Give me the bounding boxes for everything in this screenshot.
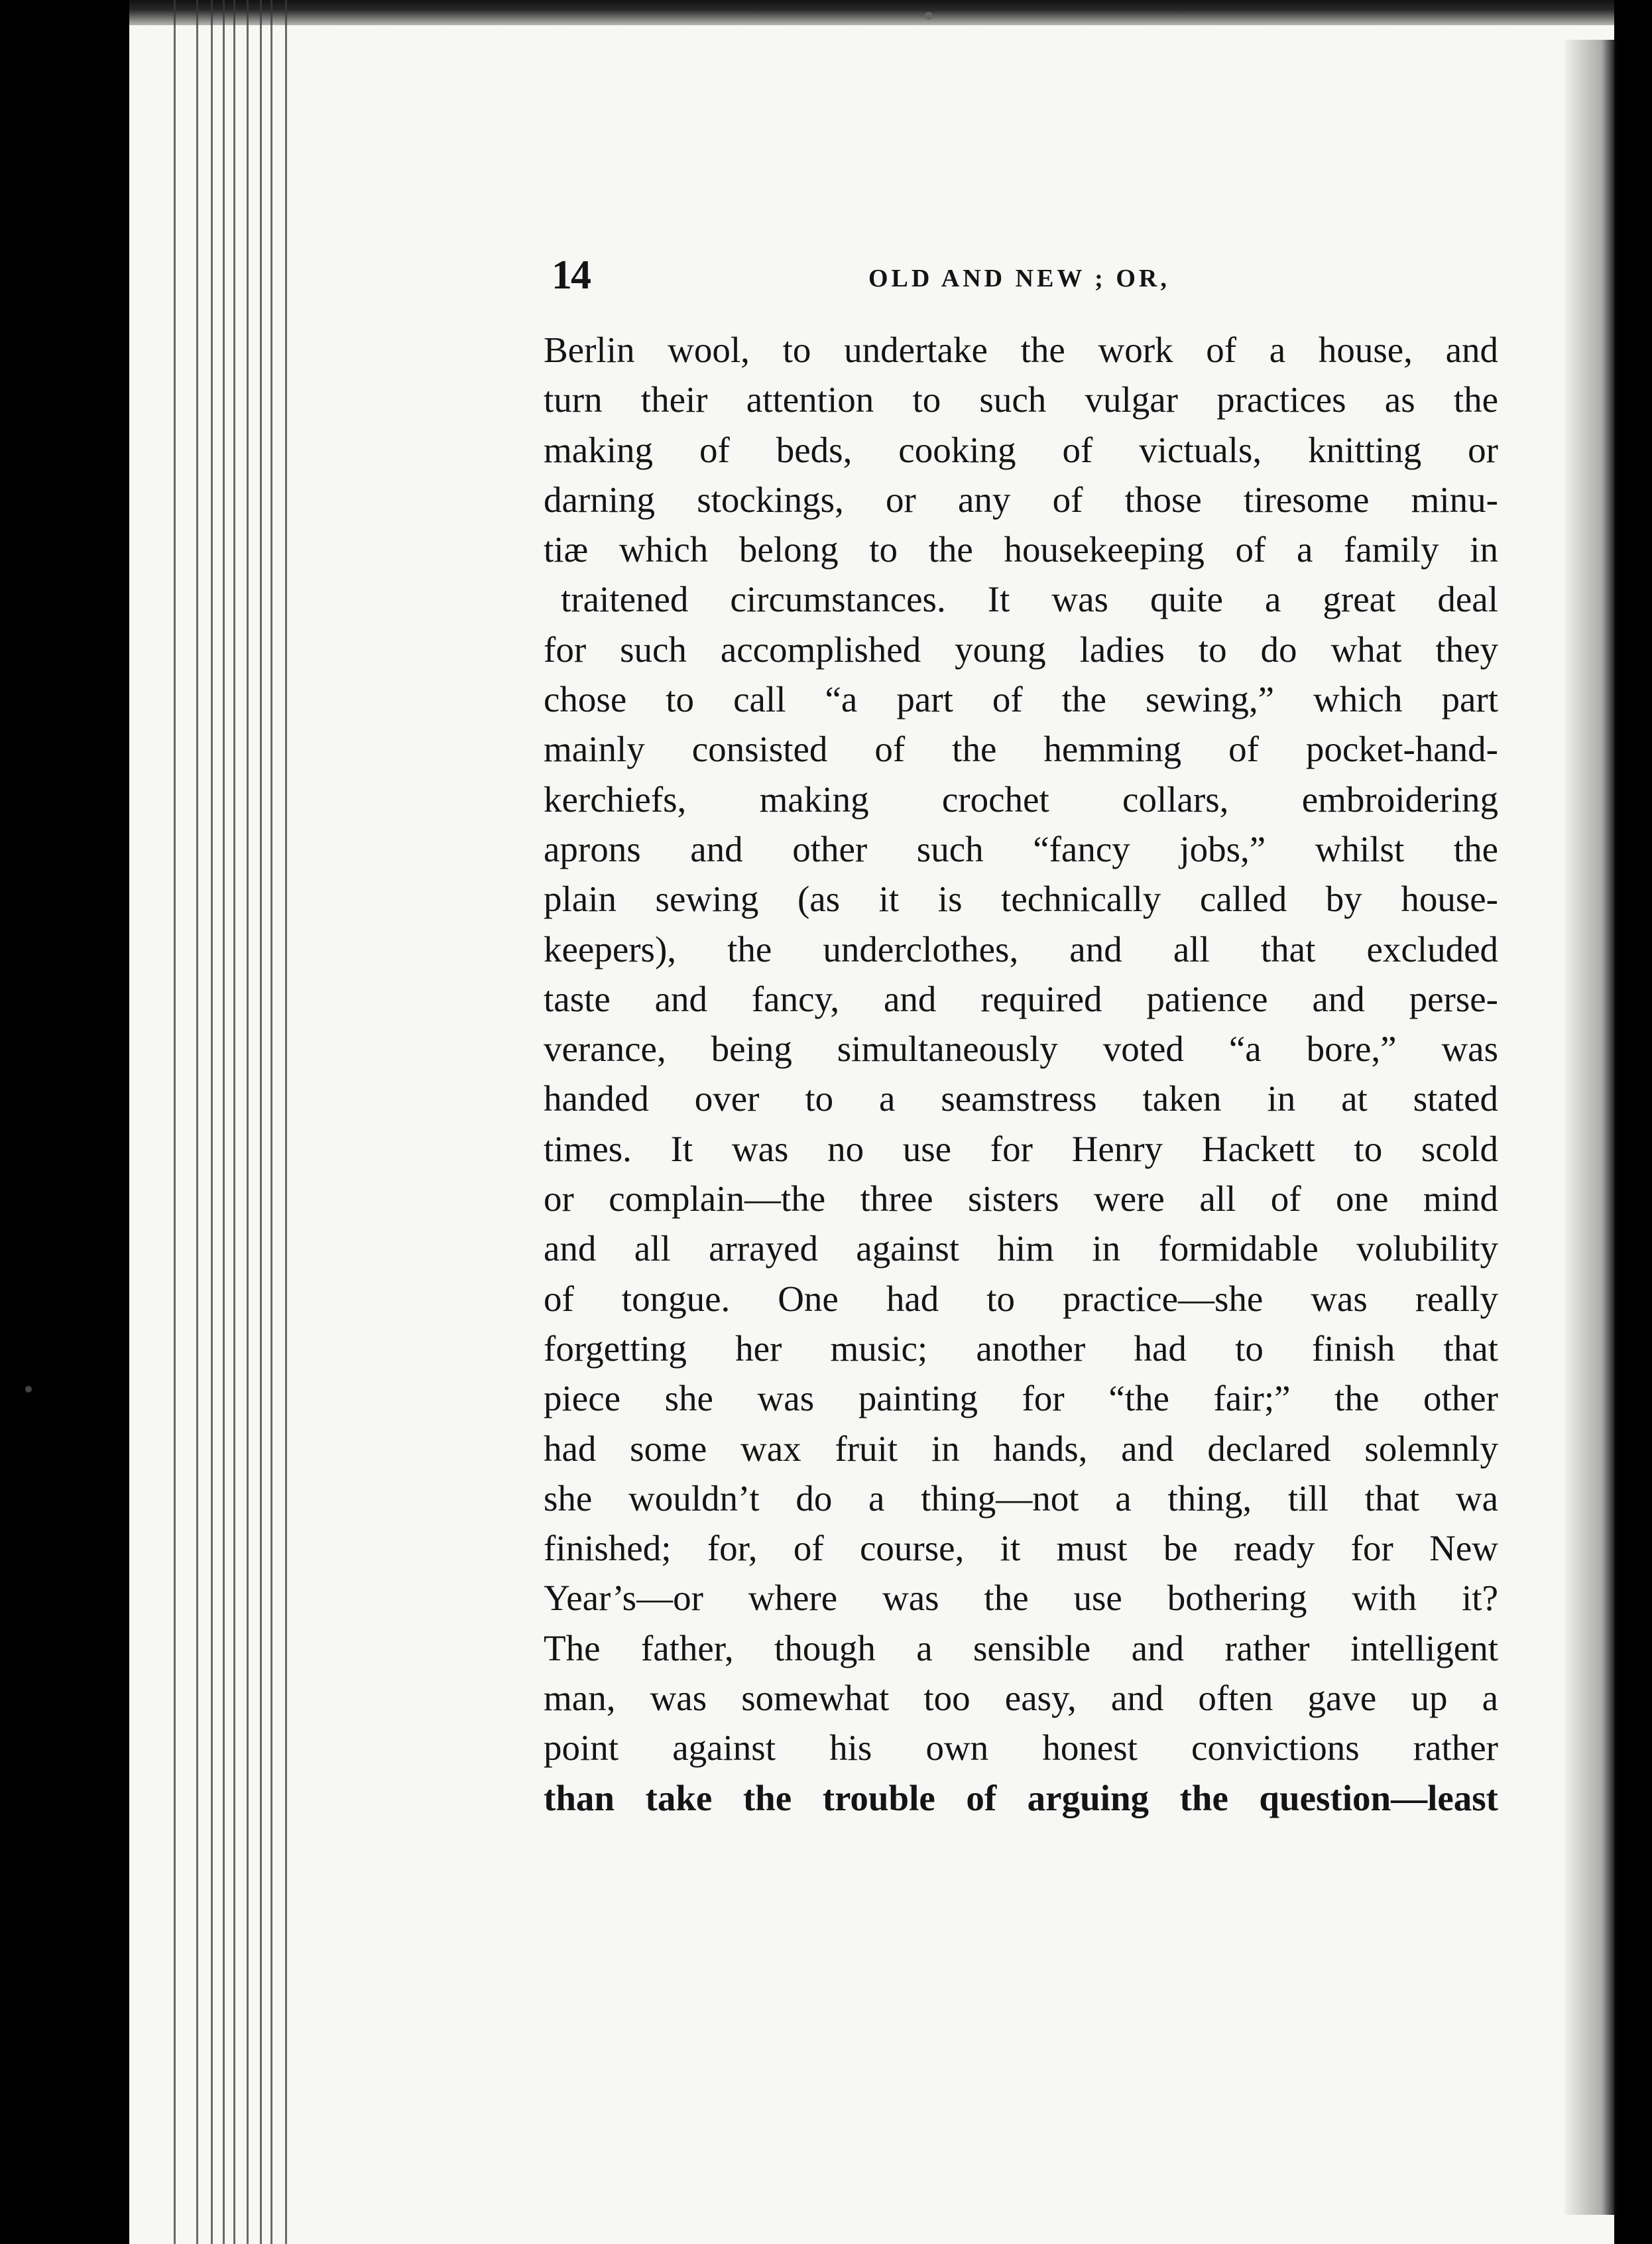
- page-edge-line: [223, 0, 225, 2244]
- text-line: handed over to a seamstress taken in at stated: [544, 1078, 1498, 1119]
- text-line: kerchiefs, making crochet collars, embroidering: [544, 779, 1498, 820]
- text-line: had some wax fruit in hands, and declared solemnly: [544, 1428, 1498, 1469]
- text-line: finished; for, of course, it must be ready for New: [544, 1528, 1498, 1569]
- text-line: plain sewing (as it is technically called by house-: [544, 879, 1498, 920]
- text-line: piece she was painting for “the fair;” the other: [544, 1378, 1498, 1419]
- text-line: verance, being simultaneously voted “a bore,” was: [544, 1028, 1498, 1070]
- text-line: for such accomplished young ladies to do what they: [544, 629, 1498, 670]
- page-edge-line: [174, 0, 176, 2244]
- text-line: mainly consisted of the hemming of pocket-hand-: [544, 729, 1498, 770]
- text-line: of tongue. One had to practice—she was really: [544, 1278, 1498, 1319]
- page-edge-line: [247, 0, 249, 2244]
- text-line: taste and fancy, and required patience and perse-: [544, 978, 1498, 1019]
- page-content: [544, 252, 1498, 1823]
- text-line: or complain—the three sisters were all of one mind: [544, 1178, 1498, 1219]
- text-line: Year’s—or where was the use bothering with it?: [544, 1578, 1498, 1619]
- speck: [925, 12, 933, 20]
- page-edge-line: [233, 0, 235, 2244]
- text-line: and all arrayed against him in formidable volubility: [544, 1228, 1498, 1269]
- body-text: [544, 325, 1498, 1823]
- page-number: 14: [552, 253, 590, 298]
- text-line: man, was somewhat too easy, and often gave up a: [544, 1678, 1498, 1719]
- text-line: The father, though a sensible and rather intelligent: [544, 1627, 1498, 1668]
- text-line: tiæ which belong to the housekeeping of a family in: [544, 529, 1498, 570]
- page-edge-line: [285, 0, 287, 2244]
- running-head: [544, 252, 1498, 325]
- text-line: than take the trouble of arguing the question—least: [544, 1777, 1498, 1818]
- page-edge-line: [270, 0, 272, 2244]
- page-edge-line: [211, 0, 213, 2244]
- text-line: times. It was no use for Henry Hackett to scold: [544, 1128, 1498, 1169]
- text-line: she wouldn’t do a thing—not a thing, till that wa: [544, 1477, 1498, 1519]
- page-edge-line: [260, 0, 262, 2244]
- text-line: chose to call “a part of the sewing,” which part: [544, 679, 1498, 720]
- text-line: darning stockings, or any of those tiresome minu-: [544, 479, 1498, 520]
- text-line: traitened circumstances. It was quite a great deal: [561, 579, 1498, 620]
- text-line: forgetting her music; another had to finish that: [544, 1328, 1498, 1369]
- right-edge-shadow: [1564, 40, 1618, 2215]
- text-line: Berlin wool, to undertake the work of a house, and: [544, 330, 1498, 370]
- text-line: making of beds, cooking of victuals, knitting or: [544, 429, 1498, 470]
- text-line: aprons and other such “fancy jobs,” whilst the: [544, 828, 1498, 869]
- running-head-title: OLD AND NEW ; OR,: [868, 265, 1170, 292]
- text-line: turn their attention to such vulgar practices as the: [544, 379, 1498, 420]
- speck: [25, 1386, 32, 1393]
- text-line: keepers), the underclothes, and all that excluded: [544, 928, 1498, 969]
- text-line: point against his own honest convictions rather: [544, 1727, 1498, 1769]
- top-edge-shadow: [129, 0, 1614, 25]
- page-edge-line: [196, 0, 198, 2244]
